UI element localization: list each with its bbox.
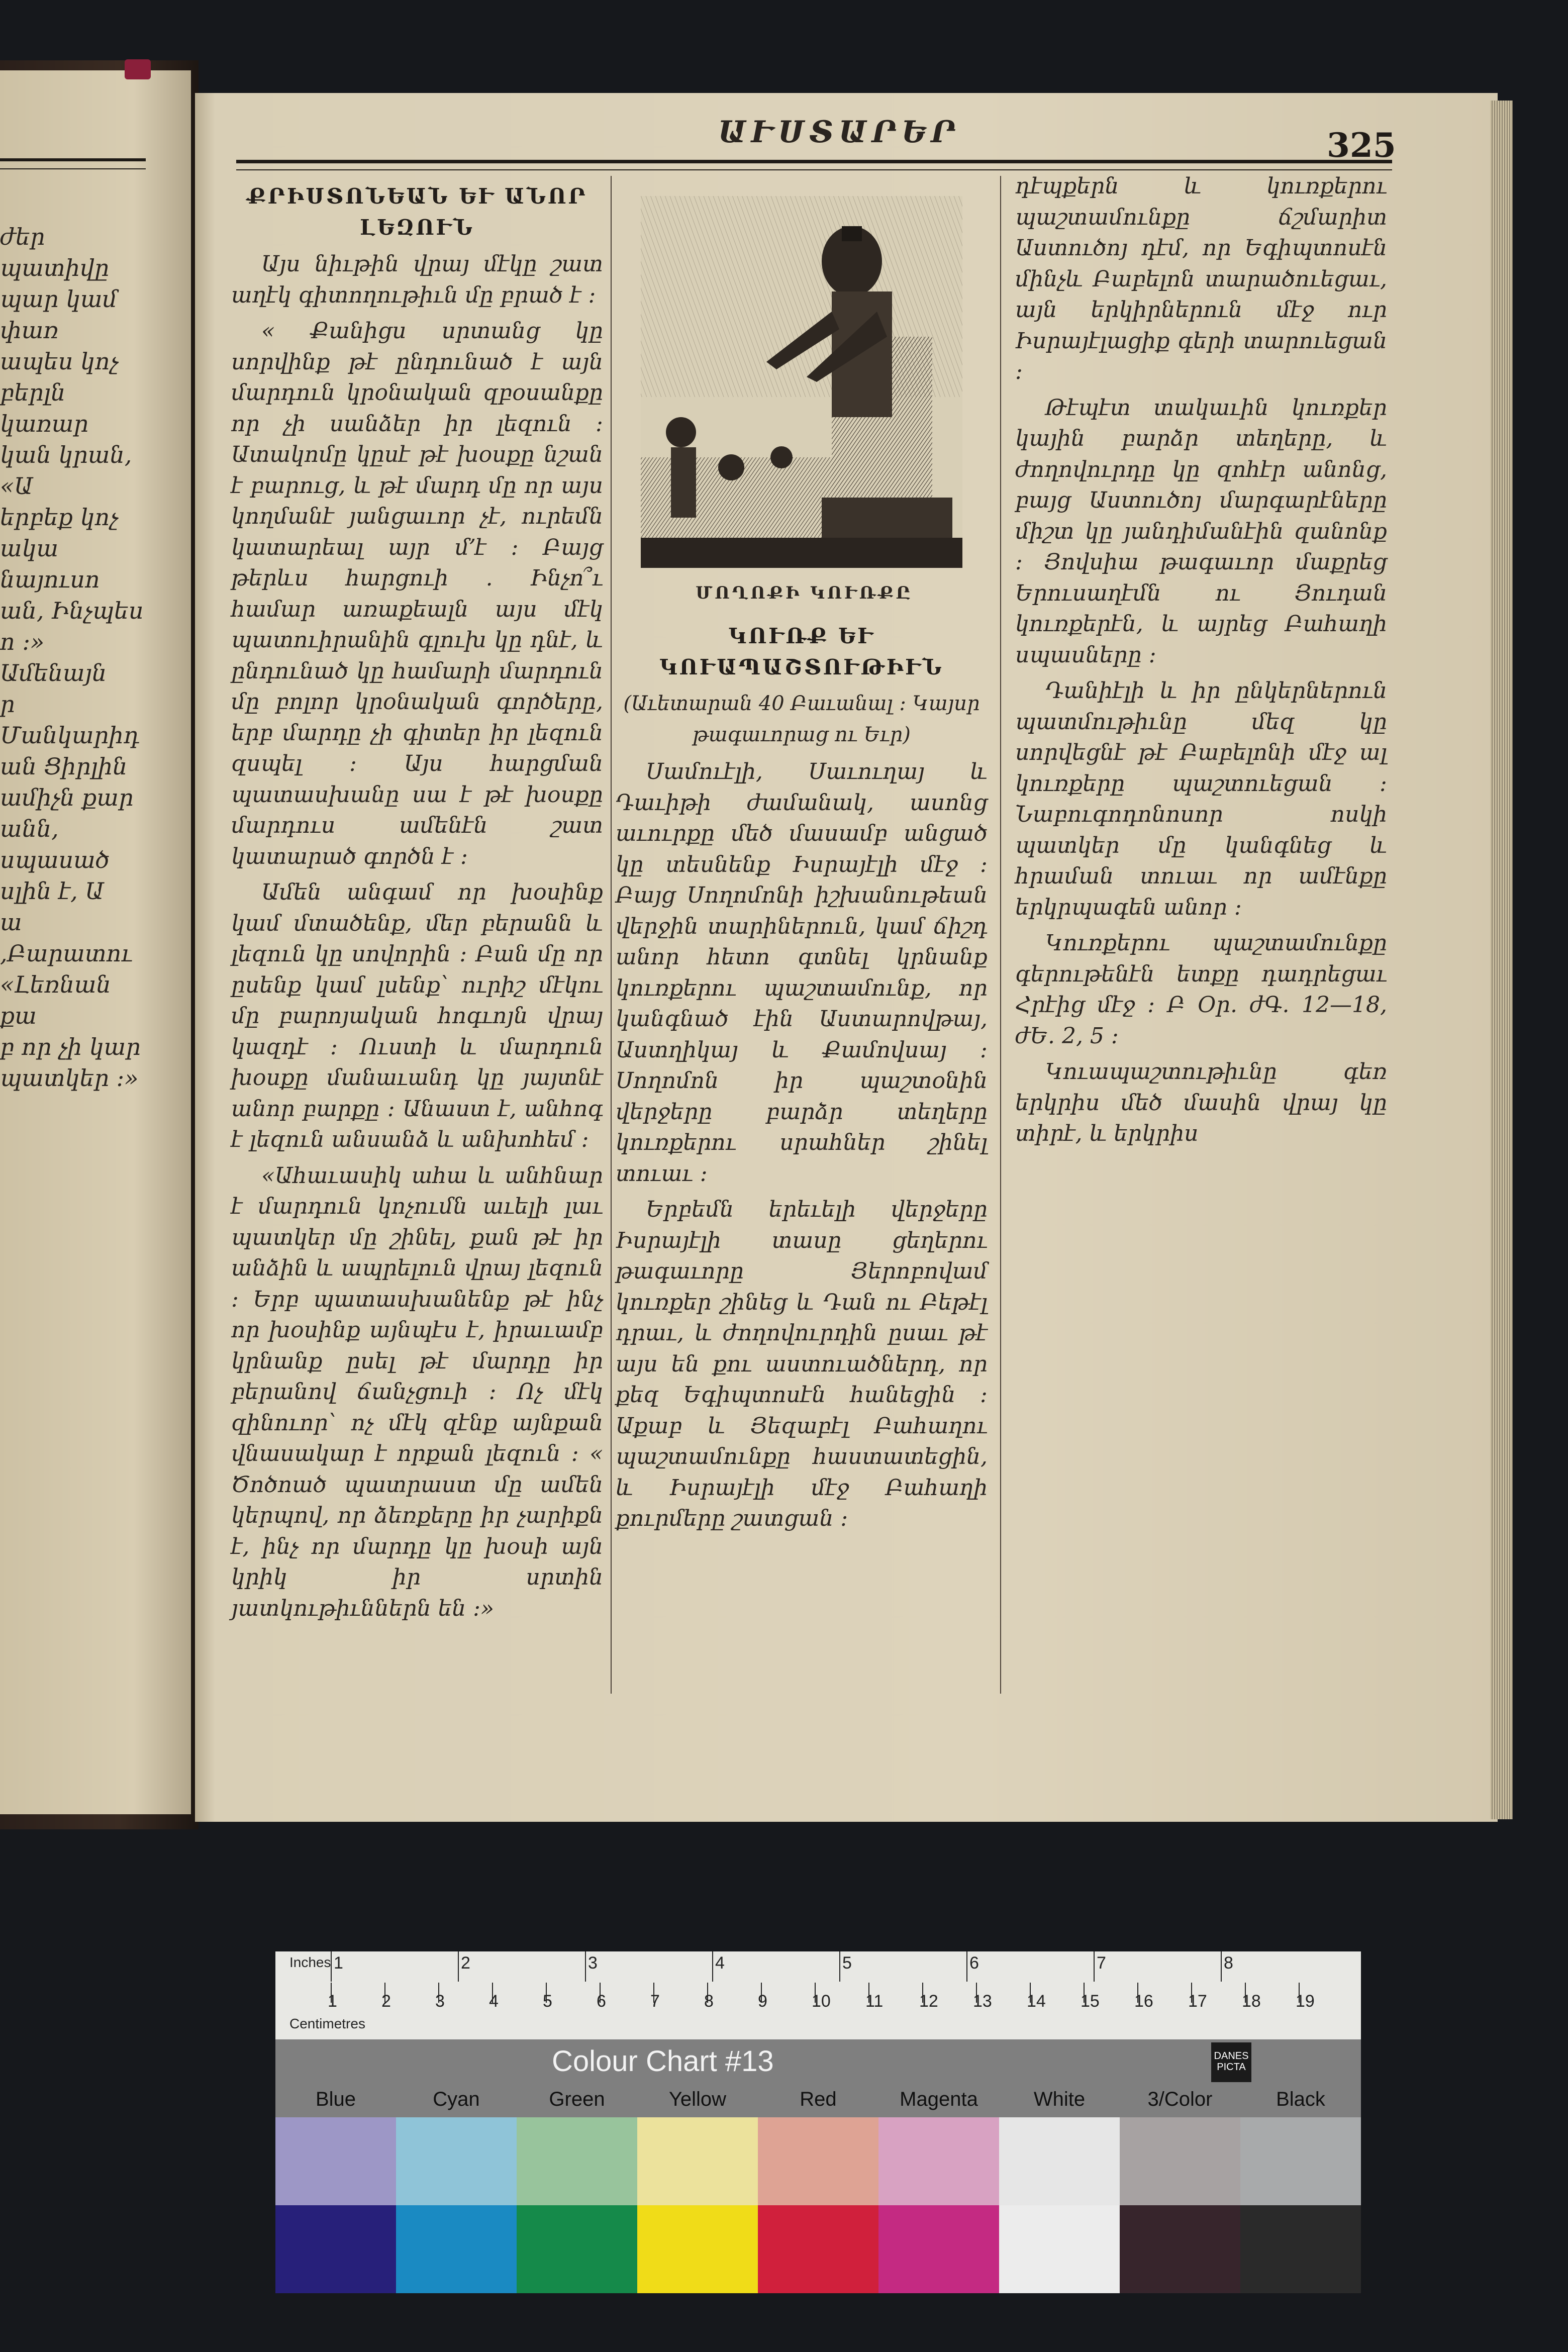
cm-tick-label: 8 [704,1992,714,2011]
swatch-label: 3/Color [1147,2088,1213,2110]
running-head-title: ԱՒՍՏԱՐԵՐ [718,115,961,150]
swatch-label: Black [1276,2088,1325,2110]
paragraph: Դանիէլի և իր ընկերներուն պատմութիւնը մեզ կը սորվեցնէ թէ Բաբելոնի մէջ ալ կուռքերը պաշտուեցան ։ Նաբուգոդոնոսոր ոսկի պատկեր մը կանգնեց և հրաման տուաւ որ ամէնքը երկրպագեն անոր ։ [1015,678,1387,920]
engraving-illustration [641,196,962,568]
inch-tick-label: 6 [969,1953,979,1973]
inch-tick-label: 1 [334,1953,343,1973]
cm-tick-label: 2 [381,1992,391,2011]
cm-tick-label: 14 [1027,1992,1046,2011]
swatch-light [275,2117,396,2208]
inch-tick [1221,1951,1222,1982]
swatch-dark [637,2205,758,2293]
cm-tick-label: 18 [1242,1992,1261,2011]
swatch-light [1120,2117,1240,2208]
article-title: ՔՐԻՍՏՈՆԵԱՆ ԵՒ ԱՆՈՐ ԼԵԶՈՒՆ [247,184,587,240]
chart-title-band [275,2039,1361,2082]
swatch-dark [396,2205,517,2293]
page-edges [1490,101,1513,1819]
swatch-label: Blue [315,2088,356,2110]
swatch-dark [878,2205,999,2293]
swatch-light [1240,2117,1361,2208]
inch-tick-label: 7 [1097,1953,1106,1973]
column-1 [231,181,603,1629]
swatch-light [758,2117,878,2208]
paragraph: Թէպէտ տակաւին կուռքեր կային բարձր տեղերը, և ժողովուրդը կը զոհէր անոնց, բայց Աստուծոյ մարգարէները միշտ կը յանդիմանէին զանոնք ։ Յովսիա թագաւոր մաքրեց Երուսաղէմն ու Յուդան կուռքերէն, և այրեց Բահաղի սպասները ։ [1015,395,1387,668]
swatch-label: Cyan [433,2088,480,2110]
paragraph: Կուապաշտութիւնը գեռ երկրիս մեծ մասին վրայ կը տիրէ, և երկրիս [1015,1059,1387,1146]
column-divider [611,176,612,1694]
column-divider [1000,176,1001,1694]
paragraph: Ամեն անգամ որ խօսինք կամ մտածենք, մեր բերանն և լեզուն կը սովորին ։ Բան մը որ ըսենք կամ լսենք՝ ուրիշ մէկու մը բարոյական հոգւոյն վրայ կազդէ ։ Ուստի և մարդուն խօսքը մանաւանդ կը յայտնէ անոր բարքը ։ Անաստ է, անհոգ է լեզուն անսանձ և անխոհեմ ։ [231,879,603,1152]
cm-tick-label: 7 [650,1992,660,2011]
paragraph: Այս նիւթին վրայ մէկը շատ աղէկ գիտողութիւն մը բրած է ։ [231,251,603,308]
column-2 [616,621,988,1539]
swatch-light [396,2117,517,2208]
swatch-label: Green [549,2088,605,2110]
inch-tick-label: 4 [715,1953,725,1973]
chart-title: Colour Chart #13 [552,2045,774,2078]
left-fragment-text: ժեր պատիվը պար կամ փառ ապես կոչ բերլն կառար կան կրան, «Ա երբեք կոչ ակա նայուսո ան, Ինչպես ո ։» Ամենայն ր Մանկարիդ ան Ցիրլին ամիչն քար անն, սպասած սլին է, Ա ա ,Բարատու «Լեռնան քա բ որ չի կար պատկեր ։» [0,223,144,1092]
danes-picta-logo: DANES PICTA [1211,2042,1251,2087]
moloch-engraving [641,196,962,568]
swatch-dark [1240,2205,1361,2293]
cm-tick-label: 11 [865,1992,884,2011]
swatch-dark [1120,2205,1240,2293]
cm-tick-label: 9 [758,1992,767,2011]
cm-tick-label: 12 [919,1992,938,2011]
cm-tick-label: 17 [1188,1992,1207,2011]
article-title: ԿՈՒՌՔ ԵՒ ԿՈՒԱՊԱՇՏՈՒԹԻՒՆ [659,624,944,679]
swatch-light [517,2117,637,2208]
cm-tick-label: 6 [597,1992,606,2011]
swatch-light [999,2117,1120,2208]
inch-tick-label: 8 [1224,1953,1233,1973]
paragraph: Սամուէլի, Սաւուղայ և Դաւիթի ժամանակ, ասոնց աւուրքը մեծ մասամբ անցած կը տեսնենք Իսրայէլի մէջ ։ Բայց Սողոմոնի իշխանութեան վերջին տարիներուն, կամ ճիշդ անոր հետո գտնել կրնանք կուռքերու պաշտամունք, որ կանգնած էին Աստարովթայ, Աստղիկայ և Քամովսայ ։ Սողոմոն իր պաշտօնին վերջերը բարձր տեղերը կուռքերու սրահներ շինել տուաւ ։ [616,759,988,1187]
swatch-label: Magenta [900,2088,978,2110]
swatch-light [637,2117,758,2208]
cm-tick-label: 15 [1081,1992,1100,2011]
article-subtitle: (Աւետարան 40 Բաւանալ ։ Կայսր թագաւորաց ու Եւր) [623,692,980,746]
left-page [0,70,191,1814]
inch-tick-label: 3 [588,1953,598,1973]
engraving-caption: ՄՈՂՈՔԻ ԿՈՒՌՔԸ [696,583,913,603]
inch-tick [839,1951,840,1982]
left-page-text [0,221,151,1779]
paragraph: « Քանիցս սրտանց կը սորվինք թէ ընդունած է այն մարդուն կրօնական զբօսանքը որ չի սանձեր իր լեզուն ։ Ատակոմը կըսէ թէ խօսքը նշան է բարուց, և թէ մարդ մը որ այս կողմանէ յանցաւոր չէ, ուրեմն կատարեալ այր մ՚է ։ Բայց թերևս հարցուի ․ Ինչո՞ւ համար առաքեալն այս մէկ պատուիրանին գլուխ կը դնէ, և ընդունած կը համարի մարդուն մը բոլոր կրօնական գործերը, երբ մարդը չի գիտեր իր լեզուն զսպել ։ Այս հարցման պատասխանը սա է թէ խօսքը մարդուս ամենէն շատ կատարած գործն է ։ [231,318,603,869]
inch-tick [585,1951,586,1982]
cm-tick-label: 19 [1296,1992,1315,2011]
cm-tick-label: 4 [489,1992,499,2011]
inch-tick [331,1951,332,1982]
cm-tick-label: 13 [973,1992,992,2011]
left-header-rule [0,158,146,169]
swatch-label-row [275,2082,1361,2117]
swatch-label: Yellow [668,2088,727,2110]
swatch-light [878,2117,999,2208]
swatch-label: Red [800,2088,837,2110]
ruler-inches-label: Inches [289,1954,331,1970]
inch-tick-label: 2 [461,1953,470,1973]
paragraph: «Ահաւասիկ ահա և անհնար է մարդուն կոչումն աւելի լաւ պատկեր մը շինել, քան թէ իր անձին և ապրելուն վրայ լեզուն ։ Երբ պատասխանենք թէ ինչ որ խօսինք այնպէս է, իրաւամբ կրնանք ըսել թէ մարդը իր բերանով ճանչցուի ։ Ոչ մէկ զինուոր՝ ոչ մէկ զէնք այնքան վնասակար է որքան լեզուն ։ « Ծոծոած պատրաստ մը ամեն կերպով, որ ձեռքերը իր չարիքն է, ինչ որ մարդը կը խօսի այն կրիկ իր սրտին յատկութիւններն են ։» [231,1162,603,1621]
page-number: 325 [1327,126,1396,165]
cm-tick-label: 10 [812,1992,831,2011]
swatch-dark [275,2205,396,2293]
swatch-dark [999,2205,1120,2293]
inch-tick [1094,1951,1095,1982]
swatch-dark [758,2205,878,2293]
cm-tick-label: 3 [435,1992,445,2011]
inch-tick [966,1951,967,1982]
inch-tick [458,1951,459,1982]
paragraph: դէպքերն և կուռքերու պաշտամունքը ճշմարիտ Աստուծոյ դէմ, որ Եգիպտոսէն մինչև Բաբելոն տարածուեցաւ, այն երկիրներուն մէջ ուր Իսրայէլացիք գերի տարուեցան ։ [1015,173,1387,384]
paragraph: Կուռքերու պաշտամունքը գերութենէն ետքը դադրեցաւ Հրէից մէջ ։ Բ Օր. ժԳ. 12—18, ժԵ. 2, 5 ։ [1015,930,1387,1049]
ruler-centimetres-label: Centimetres [289,2016,365,2031]
cm-tick-label: 16 [1134,1992,1153,2011]
swatch-label: White [1033,2088,1086,2110]
inch-tick [712,1951,713,1982]
inch-tick-label: 5 [842,1953,852,1973]
colour-chart [275,1951,1361,2233]
cm-tick-label: 5 [543,1992,552,2011]
column-3 [1015,171,1387,1154]
bookmark-ribbon [125,59,151,79]
ruler [275,1951,1361,2039]
header-rule [236,160,1392,170]
paragraph: Երբեմն երեւելի վերջերը Իսրայէլի տասը ցեղերու թագաւորը Յերոբովամ կուռքեր շինեց և Դան ու Բեթէլ դրաւ, և ժողովուրդին ըսաւ թէ այս են քու աստուածներդ, որ քեզ Եգիպտոսէն հանեցին ։ Աքաբ և Յեզաբէլ Բահաղու պաշտամունքը հաստատեցին, և Իսրայէլի մէջ Բահաղի քուրմերը շատցան ։ [616,1197,988,1531]
cm-tick-label: 1 [328,1992,337,2011]
swatch-dark [517,2205,637,2293]
